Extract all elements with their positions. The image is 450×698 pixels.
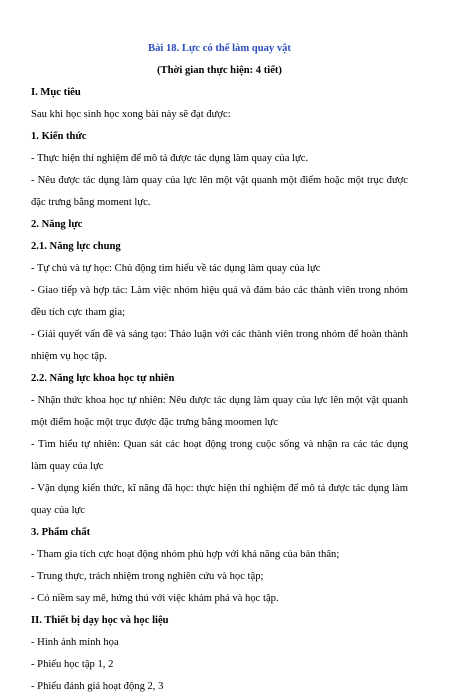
general-competence-heading: 2.1. Năng lực chung xyxy=(31,241,121,252)
document-page xyxy=(31,38,408,698)
knowledge-item: - Nêu được tác dụng làm quay của lực lên một vật quanh một điểm hoặc một trục được đặc trưng bằng moment lực. xyxy=(31,175,408,208)
quality-heading: 3. Phẩm chất xyxy=(31,527,91,538)
lesson-title: Bài 18. Lực có thể làm quay vật xyxy=(148,43,291,54)
general-competence-item: - Giải quyết vấn đề và sáng tạo: Thảo luận với các thành viên trong nhóm để hoàn thành nhiệm vụ học tập. xyxy=(31,329,408,362)
general-competence-item: - Giao tiếp và hợp tác: Làm việc nhóm hiệu quả và đảm bảo các thành viên trong nhóm đều tích cực tham gia; xyxy=(31,285,408,318)
science-competence-item: - Vận dụng kiến thức, kĩ năng đã học: thực hiện thí nghiệm để mô tả được tác dụng làm quay của lực xyxy=(31,483,408,516)
quality-item: - Có niềm say mê, hứng thú với việc khám phá và học tập. xyxy=(31,593,279,604)
section-objectives-heading: I. Mục tiêu xyxy=(31,87,81,98)
equipment-item: - Phiếu học tập 1, 2 xyxy=(31,659,114,670)
general-competence-item: - Tự chủ và tự học: Chủ động tìm hiểu về tác dụng làm quay của lực xyxy=(31,263,321,274)
section-equipment-heading: II. Thiết bị dạy học và học liệu xyxy=(31,615,169,626)
equipment-item: - Phiếu đánh giá hoạt động 2, 3 xyxy=(31,681,164,692)
quality-item: - Tham gia tích cực hoạt động nhóm phù hợp với khả năng của bản thân; xyxy=(31,549,340,560)
competence-heading: 2. Năng lực xyxy=(31,219,83,230)
objectives-intro: Sau khi học sinh học xong bài này sẽ đạt được: xyxy=(31,109,231,120)
knowledge-heading: 1. Kiến thức xyxy=(31,131,87,142)
quality-item: - Trung thực, trách nhiệm trong nghiên cứu và học tập; xyxy=(31,571,264,582)
science-competence-item: - Nhận thức khoa học tự nhiên: Nêu được tác dụng làm quay của lực lên một vật quanh một điểm hoặc một trục được đặc trưng bằng moomen lực xyxy=(31,395,408,428)
equipment-item: - Hình ảnh minh họa xyxy=(31,637,119,648)
knowledge-item: - Thực hiện thí nghiệm để mô tả được tác dụng làm quay của lực. xyxy=(31,153,309,164)
science-competence-heading: 2.2. Năng lực khoa học tự nhiên xyxy=(31,373,175,384)
science-competence-item: - Tìm hiểu tự nhiên: Quan sát các hoạt động trong cuộc sống và nhận ra các tác dụng làm quay của lực xyxy=(31,439,408,472)
lesson-duration: (Thời gian thực hiện: 4 tiết) xyxy=(157,65,282,76)
